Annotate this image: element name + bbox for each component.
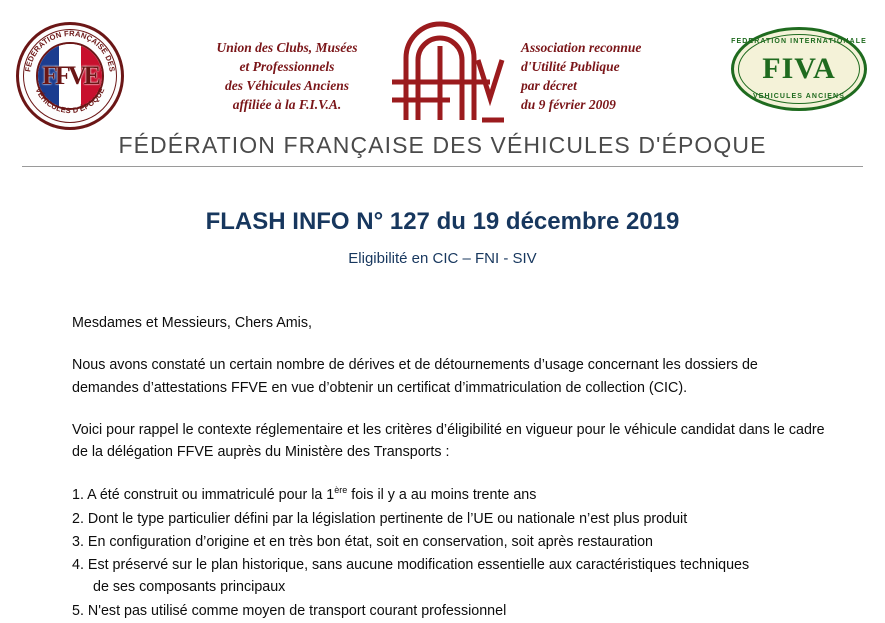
federation-banner-title: FÉDÉRATION FRANÇAISE DES VÉHICULES D'ÉPOQUE: [118, 132, 767, 158]
header-right-text: [521, 38, 721, 115]
salutation: Mesdames et Messieurs, Chers Amis,: [72, 315, 312, 331]
document-body: [72, 312, 827, 623]
criteria-number: 5.: [72, 602, 84, 619]
criteria-number: 2.: [72, 510, 84, 527]
header-divider: [22, 166, 863, 167]
criteria-text: En configuration d’origine et en très bon état, soit en conservation, soit après restauration: [87, 533, 653, 550]
ffve-seal-logo: [16, 22, 124, 130]
list-item: [72, 531, 827, 553]
header-left-line-4: affiliée à la F.I.V.A.: [232, 97, 342, 113]
list-item: [72, 508, 827, 530]
criteria-number: 4.: [72, 557, 84, 574]
header-right-line-3: par décret: [521, 78, 577, 94]
criteria-text: Est préservé sur le plan historique, sans aucune modification essentielle aux caractéristiques techniques: [87, 557, 750, 574]
page-subtitle: Eligibilité en CIC – FNI - SIV: [348, 250, 537, 267]
fiva-logo: [731, 27, 867, 111]
criteria-number: 1.: [72, 487, 84, 504]
seal-arc-text: [16, 22, 124, 130]
criteria-list: [72, 483, 827, 622]
criteria-text-after: fois il y a au moins trente ans: [347, 487, 537, 504]
ffve-monogram-logo: [386, 20, 506, 128]
seal-monogram: FFVE: [42, 61, 98, 90]
header-left-line-1: Union des Clubs, Musées: [216, 40, 358, 55]
criteria-text: A été construit ou immatriculé pour la 1: [87, 487, 335, 504]
list-item: [72, 554, 827, 599]
header-left-line-2: et Professionnels: [239, 59, 335, 75]
header-right-line-4: du 9 février 2009: [521, 97, 616, 113]
header-right-line-2: d'Utilité Publique: [521, 59, 620, 75]
header-left-text: [192, 38, 382, 115]
fiva-bottom-text: VEHICULES ANCIENS: [753, 93, 845, 100]
ffve-monogram-svg: [386, 20, 506, 128]
svg-text:VÉHICULES D'ÉPOQUE: VÉHICULES D'ÉPOQUE: [33, 86, 107, 116]
fiva-top-text: FEDERATION INTERNATIONALE: [731, 38, 867, 45]
list-item: [72, 483, 827, 506]
criteria-continuation: de ses composants principaux: [93, 579, 286, 596]
criteria-number: 3.: [72, 533, 84, 550]
criteria-text: Dont le type particulier défini par la législation pertinente de l’UE ou nationale n’est plus produit: [87, 510, 688, 527]
paragraph-1: Nous avons constaté un certain nombre de dérives et de détournements d’usage concernant les dossiers de demandes d’attestations FFVE en vue d’obtenir un certificat d’immatriculation de collection (CIC).: [72, 357, 758, 396]
seal-arc-svg: [16, 22, 124, 130]
paragraph-2: Voici pour rappel le contexte réglementaire et les critères d’éligibilité en vigueur pour le véhicule candidat dans le cadre de la délégation FFVE auprès du Ministère des Transports :: [72, 421, 825, 461]
list-item: [72, 600, 827, 622]
criteria-superscript: ère: [334, 485, 348, 496]
header-left-line-3: des Véhicules Anciens: [224, 78, 349, 94]
fiva-wordmark: FIVA: [762, 52, 836, 85]
document-header: [0, 0, 885, 158]
page-title: FLASH INFO N° 127 du 19 décembre 2019: [205, 208, 680, 235]
header-right-line-1: Association reconnue: [521, 40, 642, 55]
criteria-text: N'est pas utilisé comme moyen de transport courant professionnel: [87, 602, 507, 619]
svg-text:FÉDÉRATION FRANÇAISE DES: FÉDÉRATION FRANÇAISE DES: [23, 28, 117, 73]
